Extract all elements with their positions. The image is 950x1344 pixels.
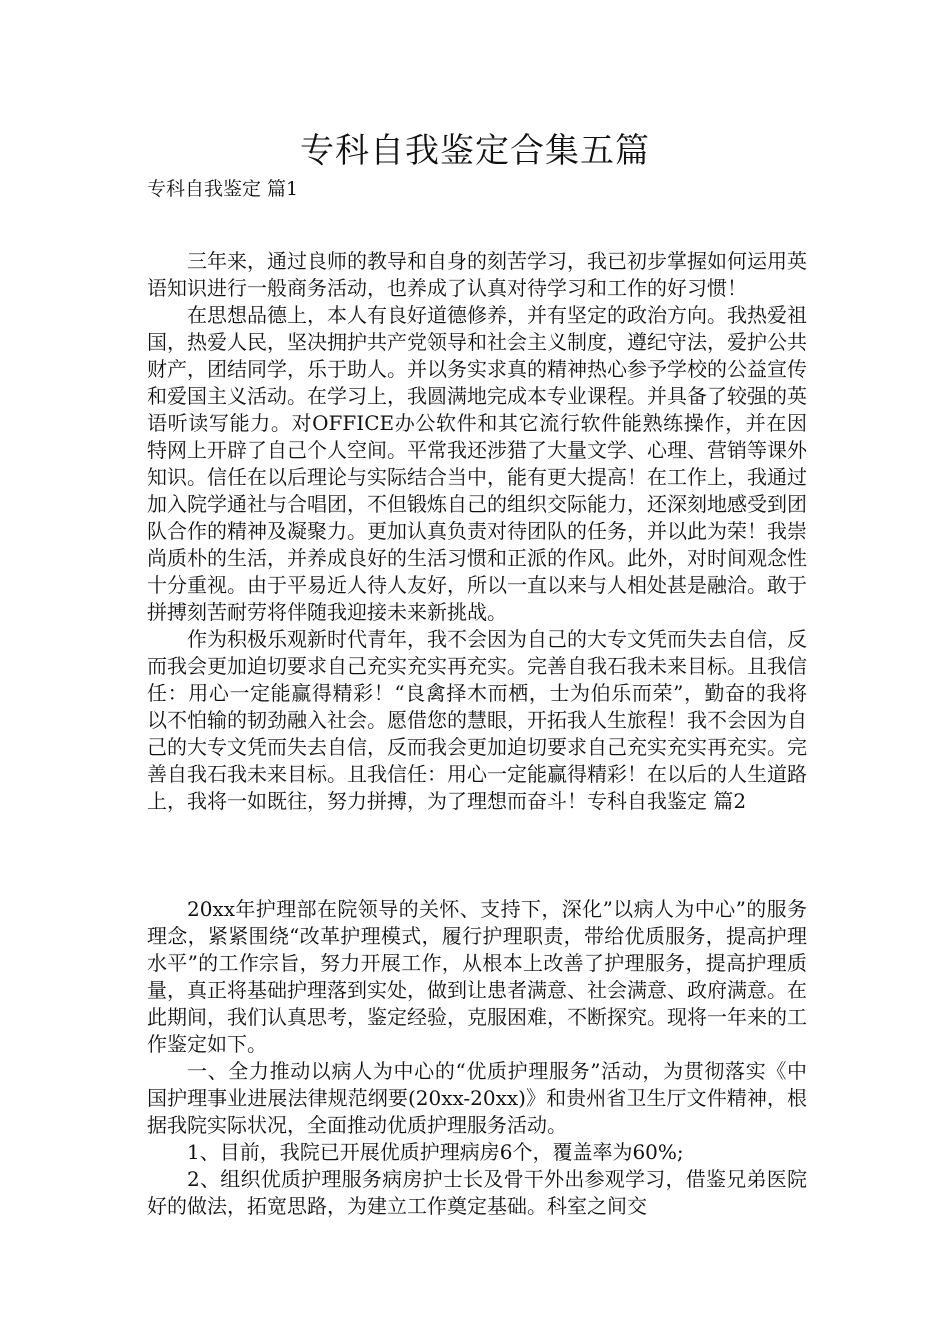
- paragraph: 作为积极乐观新时代青年，我不会因为自己的大专文凭而失去自信，反而我会更加迫切要求自己充实充实再充实。完善自我石我未来目标。且我信任：用心一定能赢得精彩！“良禽择木而栖，士为伯乐而荣”，勤奋的我将以不怕输的韧劲融入社会。愿借您的慧眼，开拓我人生旅程！我不会因为自己的大专文凭而失去自信，反而我会更加迫切要求自己充实充实再充实。完善自我石我未来目标。且我信任：用心一定能赢得精彩！在以后的人生道路上，我将一如既往，努力拼搏，为了理想而奋斗！专科自我鉴定 篇2: [147, 627, 807, 813]
- paragraph: 三年来，通过良师的教导和自身的刻苦学习，我已初步掌握如何运用英语知识进行一般商务活动，也养成了认真对待学习和工作的好习惯！: [147, 249, 807, 300]
- paragraph: 20xx年护理部在院领导的关怀、支持下，深化”以病人为中心”的服务理念，紧紧围绕“改革护理模式，履行护理职责，带给优质服务，提高护理水平”的工作宗旨，努力开展工作，从根本上改善了护理服务，提高护理质量，真正将基础护理落到实处，做到让患者满意、社会满意、政府满意。在此期间，我们认真思考，鉴定经验，克服困难，不断探究。现将一年来的工作鉴定如下。: [147, 897, 807, 1056]
- section-1-heading: 专科自我鉴定 篇1: [147, 178, 299, 200]
- paragraph: 在思想品德上，本人有良好道德修养，并有坚定的政治方向。我热爱祖国，热爱人民，坚决拥护共产党领导和社会主义制度，遵纪守法，爱护公共财产，团结同学，乐于助人。并以务实求真的精神热心参予学校的公益宣传和爱国主义活动。在学习上，我圆满地完成本专业课程。并具备了较强的英语听读写能力。对OFFICE办公软件和其它流行软件能熟练操作，并在因特网上开辟了自己个人空间。平常我还涉猎了大量文学、心理、营销等课外知识。信任在以后理论与实际结合当中，能有更大提高！在工作上，我通过加入院学通社与合唱团，不但锻炼自己的组织交际能力，还深刻地感受到团队合作的精神及凝聚力。更加认真负责对待团队的任务，并以此为荣！我崇尚质朴的生活，并养成良好的生活习惯和正派的作风。此外，对时间观念性十分重视。由于平易近人待人友好，所以一直以来与人相处甚是融洽。敢于拼搏刻苦耐劳将伴随我迎接未来新挑战。: [147, 303, 807, 624]
- paragraph: 一、全力推动以病人为中心的“优质护理服务”活动，为贯彻落实《中国护理事业进展法律规范纲要(20xx-20xx)》和贵州省卫生厅文件精神，根据我院实际状况，全面推动优质护理服务活动。: [147, 1059, 807, 1137]
- paragraph: 1、目前，我院已开展优质护理病房6个，覆盖率为60%;: [187, 1140, 684, 1164]
- document-title: 专科自我鉴定合集五篇: [300, 131, 650, 171]
- section-2-body: [147, 896, 807, 1220]
- paragraph: 2、组织优质护理服务病房护士长及骨干外出参观学习，借鉴兄弟医院好的做法，拓宽思路，为建立工作奠定基础。科室之间交: [147, 1167, 807, 1218]
- section-1-body: [147, 248, 807, 815]
